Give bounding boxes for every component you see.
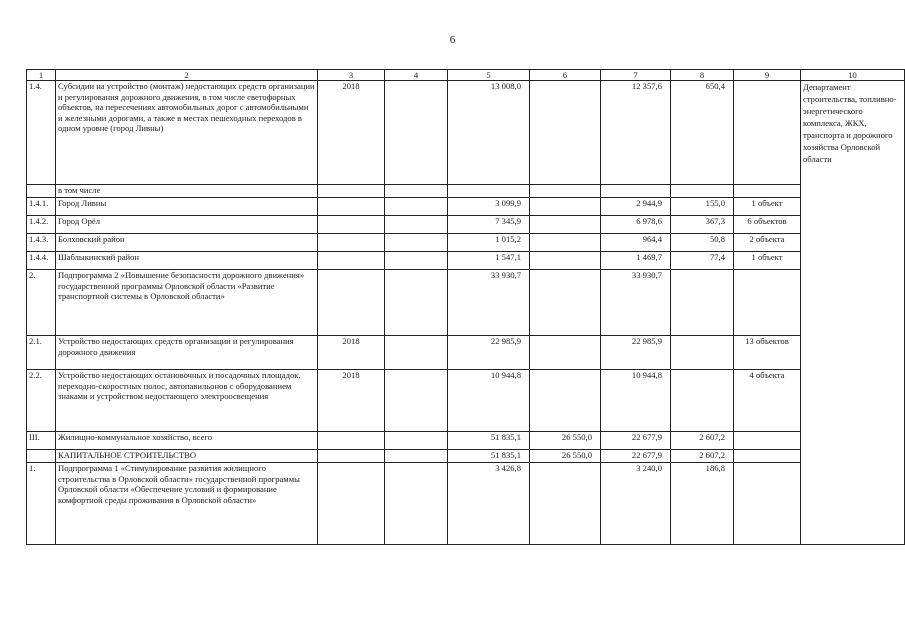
cell-c7: 2 944,9 bbox=[601, 198, 671, 216]
header-cell: 10 bbox=[801, 70, 905, 81]
table-row bbox=[27, 234, 905, 252]
cell-num: III. bbox=[27, 432, 56, 450]
cell-c8: 77,4 bbox=[671, 252, 734, 270]
header-cell: 1 bbox=[27, 70, 56, 81]
cell-c5: 10 944,8 bbox=[448, 370, 530, 432]
cell-num: 1.4.3. bbox=[27, 234, 56, 252]
cell-num: 2.2. bbox=[27, 370, 56, 432]
cell-c8: 155,0 bbox=[671, 198, 734, 216]
header-cell: 7 bbox=[601, 70, 671, 81]
cell-c8: 50,8 bbox=[671, 234, 734, 252]
table-row bbox=[27, 450, 905, 463]
cell-c8 bbox=[671, 185, 734, 198]
cell-num: 1.4.4. bbox=[27, 252, 56, 270]
cell-c7: 12 357,6 bbox=[601, 81, 671, 185]
cell-c7: 33 930,7 bbox=[601, 270, 671, 336]
cell-year bbox=[318, 463, 385, 545]
table-row bbox=[27, 463, 905, 545]
cell-c9 bbox=[734, 450, 801, 463]
cell-c5: 1 015,2 bbox=[448, 234, 530, 252]
cell-c4 bbox=[385, 370, 448, 432]
cell-c7: 10 944,8 bbox=[601, 370, 671, 432]
table-row bbox=[27, 336, 905, 370]
cell-c7: 22 985,9 bbox=[601, 336, 671, 370]
cell-c6 bbox=[530, 198, 601, 216]
cell-c9: 13 объектов bbox=[734, 336, 801, 370]
cell-year bbox=[318, 432, 385, 450]
cell-c6 bbox=[530, 252, 601, 270]
cell-c4 bbox=[385, 234, 448, 252]
header-cell: 5 bbox=[448, 70, 530, 81]
cell-c6 bbox=[530, 185, 601, 198]
cell-name: Город Орёл bbox=[56, 216, 318, 234]
cell-c9 bbox=[734, 270, 801, 336]
cell-c4 bbox=[385, 432, 448, 450]
cell-year bbox=[318, 185, 385, 198]
cell-num: 1. bbox=[27, 463, 56, 545]
cell-c5: 51 835,1 bbox=[448, 450, 530, 463]
header-cell: 3 bbox=[318, 70, 385, 81]
cell-c4 bbox=[385, 198, 448, 216]
cell-name: Болховский район bbox=[56, 234, 318, 252]
cell-c9: 4 объекта bbox=[734, 370, 801, 432]
cell-c5 bbox=[448, 185, 530, 198]
cell-c7: 6 978,6 bbox=[601, 216, 671, 234]
header-cell: 4 bbox=[385, 70, 448, 81]
cell-c4 bbox=[385, 463, 448, 545]
cell-num bbox=[27, 185, 56, 198]
cell-c6 bbox=[530, 270, 601, 336]
cell-c5: 7 345,9 bbox=[448, 216, 530, 234]
table-row bbox=[27, 198, 905, 216]
cell-c4 bbox=[385, 185, 448, 198]
cell-name: в том числе bbox=[56, 185, 318, 198]
table-row bbox=[27, 252, 905, 270]
cell-c7 bbox=[601, 185, 671, 198]
cell-c9 bbox=[734, 432, 801, 450]
cell-num: 1.4. bbox=[27, 81, 56, 185]
budget-table bbox=[26, 69, 905, 545]
cell-c5: 3 426,8 bbox=[448, 463, 530, 545]
cell-name: Подпрограмма 1 «Стимулирование развития жилищного строительства в Орловской области» государственной программы Орловской области «Обеспечение условий и формирование комфортной среды проживания в Орловской области» bbox=[56, 463, 318, 545]
cell-name: Подпрограмма 2 «Повышение безопасности дорожного движения» государственной программы Орловской области «Развитие транспортной системы в Орловской области» bbox=[56, 270, 318, 336]
header-cell: 9 bbox=[734, 70, 801, 81]
page-number: 6 bbox=[449, 34, 456, 46]
cell-c8: 367,3 bbox=[671, 216, 734, 234]
cell-name: Субсидии на устройство (монтаж) недостающих средств организации и регулирования дорожного движения, в том числе светофорных объектов, на пересечениях автомобильных дорог с автомобильными и железными дорогами, а также в местах пешеходных переходов в одном уровне (город Ливны) bbox=[56, 81, 318, 185]
cell-c5: 3 099,9 bbox=[448, 198, 530, 216]
cell-c4 bbox=[385, 252, 448, 270]
cell-year bbox=[318, 252, 385, 270]
cell-year: 2018 bbox=[318, 370, 385, 432]
cell-c4 bbox=[385, 216, 448, 234]
cell-num: 2.1. bbox=[27, 336, 56, 370]
header-cell: 6 bbox=[530, 70, 601, 81]
table-row bbox=[27, 432, 905, 450]
cell-c8: 650,4 bbox=[671, 81, 734, 185]
cell-c9: 6 объектов bbox=[734, 216, 801, 234]
cell-c6: 26 550,0 bbox=[530, 432, 601, 450]
cell-name: КАПИТАЛЬНОЕ СТРОИТЕЛЬСТВО bbox=[56, 450, 318, 463]
cell-c4 bbox=[385, 450, 448, 463]
header-row bbox=[27, 70, 905, 81]
cell-c8 bbox=[671, 270, 734, 336]
cell-c5: 33 930,7 bbox=[448, 270, 530, 336]
cell-c5: 51 835,1 bbox=[448, 432, 530, 450]
cell-c9: 1 объект bbox=[734, 198, 801, 216]
cell-c6 bbox=[530, 336, 601, 370]
cell-c8: 186,8 bbox=[671, 463, 734, 545]
cell-c6 bbox=[530, 370, 601, 432]
cell-c5: 1 547,1 bbox=[448, 252, 530, 270]
cell-c9 bbox=[734, 81, 801, 185]
cell-c8 bbox=[671, 370, 734, 432]
cell-year bbox=[318, 198, 385, 216]
cell-c6 bbox=[530, 463, 601, 545]
cell-c6: 26 550,0 bbox=[530, 450, 601, 463]
cell-c4 bbox=[385, 336, 448, 370]
table-row bbox=[27, 185, 905, 198]
cell-c7: 1 469,7 bbox=[601, 252, 671, 270]
cell-c9: 2 объекта bbox=[734, 234, 801, 252]
cell-c6 bbox=[530, 216, 601, 234]
cell-num: 2. bbox=[27, 270, 56, 336]
cell-c4 bbox=[385, 81, 448, 185]
cell-year: 2018 bbox=[318, 81, 385, 185]
cell-c7: 3 240,0 bbox=[601, 463, 671, 545]
cell-c8: 2 607,2 bbox=[671, 450, 734, 463]
cell-c8 bbox=[671, 336, 734, 370]
cell-c9: 1 объект bbox=[734, 252, 801, 270]
cell-name: Шаблыкинский район bbox=[56, 252, 318, 270]
table-row bbox=[27, 216, 905, 234]
table-row bbox=[27, 81, 905, 185]
cell-name: Устройство недостающих остановочных и посадочных площадок, переходно-скоростных полос, автопавильонов с оборудованием знаками и устройством недостающего электроосвещения bbox=[56, 370, 318, 432]
cell-department: Департамент строительства, топливно-энергетического комплекса, ЖКХ, транспорта и дорожного хозяйства Орловской области bbox=[801, 81, 905, 545]
cell-c5: 13 008,0 bbox=[448, 81, 530, 185]
cell-year bbox=[318, 234, 385, 252]
table-row bbox=[27, 370, 905, 432]
cell-c4 bbox=[385, 270, 448, 336]
cell-c6 bbox=[530, 81, 601, 185]
cell-c7: 964,4 bbox=[601, 234, 671, 252]
cell-name: Устройство недостающих средств организации и регулирования дорожного движения bbox=[56, 336, 318, 370]
cell-num: 1.4.1. bbox=[27, 198, 56, 216]
cell-c5: 22 985,9 bbox=[448, 336, 530, 370]
cell-num: 1.4.2. bbox=[27, 216, 56, 234]
cell-c6 bbox=[530, 234, 601, 252]
cell-c9 bbox=[734, 463, 801, 545]
header-cell: 2 bbox=[56, 70, 318, 81]
cell-year bbox=[318, 270, 385, 336]
cell-c8: 2 607,2 bbox=[671, 432, 734, 450]
cell-name: Город Ливны bbox=[56, 198, 318, 216]
table-row bbox=[27, 270, 905, 336]
cell-year: 2018 bbox=[318, 336, 385, 370]
cell-c7: 22 677,9 bbox=[601, 432, 671, 450]
header-cell: 8 bbox=[671, 70, 734, 81]
cell-name: Жилищно-коммунальное хозяйство, всего bbox=[56, 432, 318, 450]
cell-c9 bbox=[734, 185, 801, 198]
cell-year bbox=[318, 216, 385, 234]
cell-year bbox=[318, 450, 385, 463]
cell-c7: 22 677,9 bbox=[601, 450, 671, 463]
cell-num bbox=[27, 450, 56, 463]
